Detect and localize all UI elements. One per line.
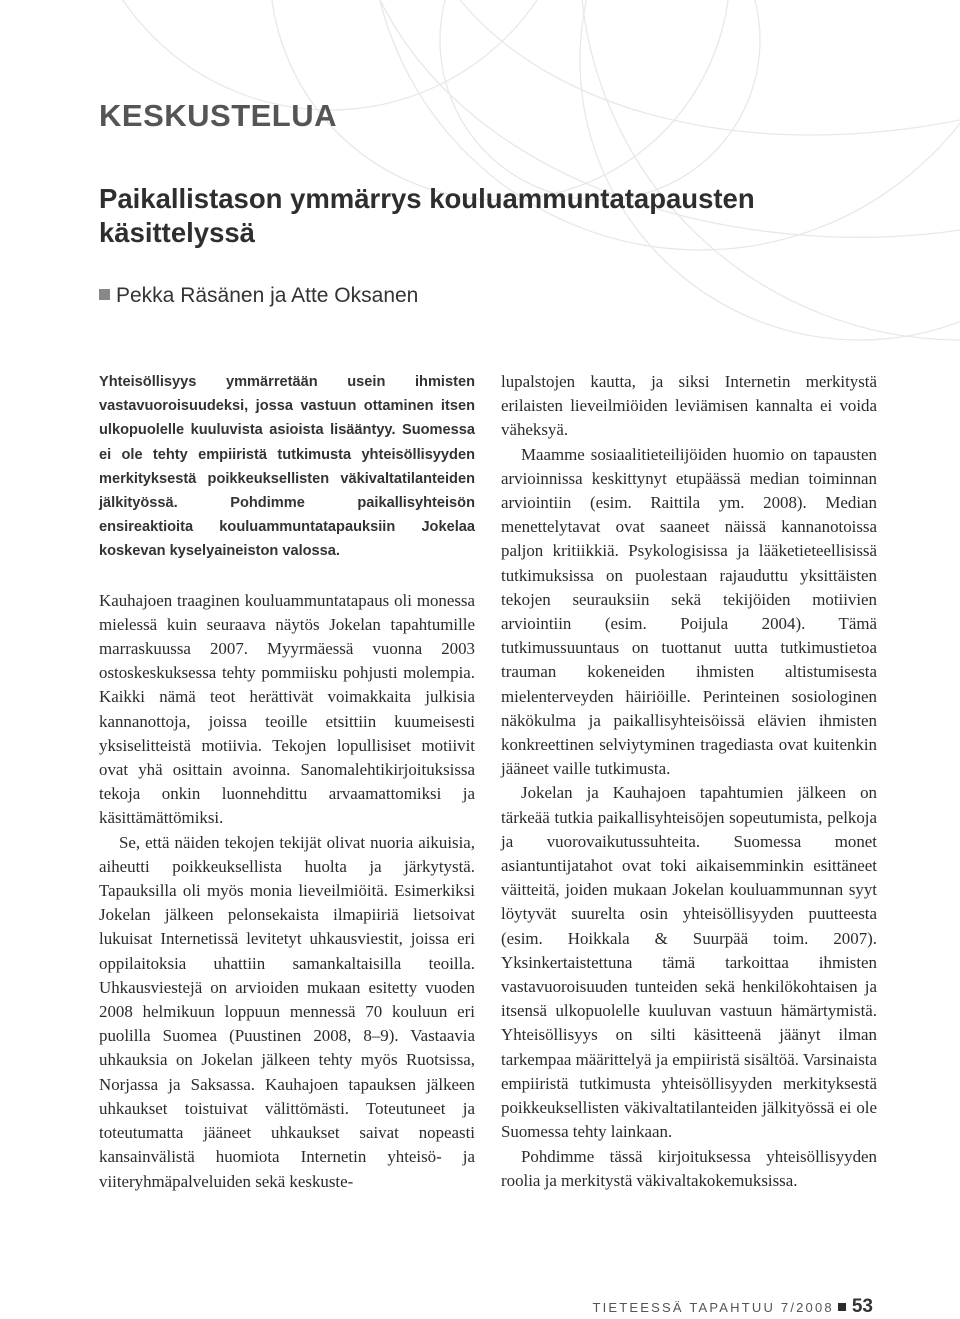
page-footer [592, 1296, 873, 1318]
body-paragraph: Kauhajoen traaginen kouluammuntatapaus oli monessa mielessä kuin seuraava näytös Jokelan tapahtumille marraskuussa 2007. Myyrmäessä vuonna 2003 ostoskeskuksessa tehty pommiisku pohjusti molempia. Kaikki nämä teot herättivät voimakkaita julkisia kannanottoja, joissa teoille etsittiin kuumeisesti yksiselitteistä motiivia. Tekojen lopullisiset motiivit ovat yhä osittain avoinna. Sanomalehtikirjoituksissa tekoja onkin luonnehdittu arvaamattomiksi ja käsittämättömiksi. [99, 590, 475, 828]
body-paragraph: Jokelan ja Kauhajoen tapahtumien jälkeen on tärkeää tutkia paikallisyhteisöjen sopeutumista, pelkoja ja vuorovaikutussuhteita. Suomessa monet asiantuntijatahot ovat toki aikaisemminkin esittäneet väitteitä, joiden mukaan Jokelan kouluammunnan syyt löytyvät suurelta osin yhteisöllisyyden puutteesta (esim. Hoikkala & Suurpää toim. 2007). Yksinkertaistettuna tämä tarkoittaa ihmisten vastavuoroisuuden tunteiden sekä henkilökohtaisen ja itsensä ulkopuolelle kuuluvan vastuun hämärtymistä. Yhteisöllisyys on silti käsitteenä jäänyt ilman tarkempaa määrittelyä ja empiiristä sisältöä. Varsinaista empiiristä tutkimusta yhteisöllisyyden merkityksestä poikkeuksellisten väkivaltatilanteiden jälkityössä ei ole Suomessa tehty lainkaan. [501, 783, 877, 1142]
authors [99, 284, 418, 308]
page-number: 53 [851, 1296, 873, 1317]
left-column [99, 370, 475, 1194]
square-bullet-icon [99, 289, 110, 300]
square-bullet-icon [838, 1303, 846, 1311]
right-column [501, 370, 877, 1193]
journal-name: TIETEESSÄ TAPAHTUU 7/2008 [592, 1300, 834, 1315]
article-title: Paikallistason ymmärrys kouluammuntatapausten käsittelyssä [99, 183, 755, 248]
body-paragraph: lupalstojen kautta, ja siksi Internetin merkitystä erilaisten lieveilmiöiden leviämisen kannalta ei voida väheksyä. [501, 372, 877, 440]
body-paragraph: Maamme sosiaalitieteilijöiden huomio on tapausten arvioinnissa keskittynyt etupäässä median toiminnan arviointiin (esim. Raittila ym. 2008). Median menettelytavat ovat saaneet näissä kannanotoissa paljon kritiikkiä. Psykologisissa ja lääketieteellisissä tutkimuksissa on puolestaan rajauduttu yksittäisten tekojen seurauksiin sekä tekijöiden motiivien arviointiin (esim. Poijula 2004). Tämä tutkimussuuntaus on tuottanut uutta tutkimustietoa trauman kokeneiden ihmisten altistumisesta mielenterveyden häiriöille. Perinteinen sosiologinen näkökulma ja paikallisyhteisöissä elävien ihmisten konkreettinen selviytyminen tragediasta ovat kuitenkin jääneet vaille tutkimusta. [501, 444, 877, 779]
body-paragraph: Se, että näiden tekojen tekijät olivat nuoria aikuisia, aiheutti poikkeuksellista huolta ja järkytystä. Tapauksilla oli myös monia lieveilmiöitä. Esimerkiksi Jokelan jälkeen pelonsekaista ilmapiiriä lietsoivat lukuisat Internetissä levitetyt uhkausviestit, joissa eri oppilaitoksia uhattiin samankaltaisilla teoilla. Uhkausviestejä on arvioiden mukaan esitetty vuoden 2008 helmikuun loppuun mennessä 70 kouluun eri puolilla Suomea (Puustinen 2008, 8–9). Vastaavia uhkauksia on Jokelan jälkeen tehty myös Ruotsissa, Norjassa ja Saksassa. Kauhajoen tapauksen jälkeen uhkaukset toistuivat välittömästi. Toteutuneet ja toteutumatta jääneet uhkaukset saivat nopeasti kansainvälistä huomiota Internetin yhteisö- ja viiteryhmäpalveluiden sekä keskuste- [99, 832, 475, 1191]
section-label: KESKUSTELUA [99, 98, 338, 133]
abstract: Yhteisöllisyys ymmärretään usein ihmisten vastavuoroisuudeksi, jossa vastuun ottaminen itsen ulkopuolelle kuuluvista asioista lisääntyy. Suomessa ei ole tehty empiiristä tutkimusta yhteisöllisyyden merkityksestä poikkeuksellisten väkivaltatilanteiden jälkityössä. Pohdimme paikallisyhteisön ensireaktioita kouluammuntatapauksiin Jokelaa koskevan kyselyaineiston valossa. [99, 374, 475, 560]
author-names: Pekka Räsänen ja Atte Oksanen [116, 284, 419, 307]
body-paragraph: Pohdimme tässä kirjoituksessa yhteisöllisyyden roolia ja merkitystä väkivaltakokemuksissa. [501, 1146, 877, 1190]
